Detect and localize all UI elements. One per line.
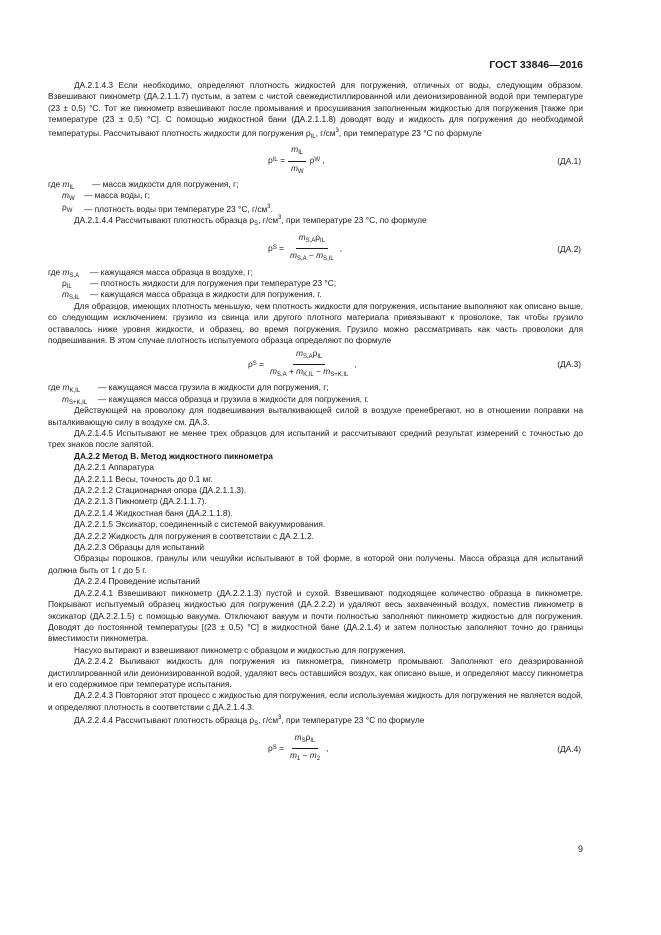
paragraph-2-1-4-5: ДА.2.1.4.5 Испытывают не менее трех образцов для испытаний и рассчитывают средний результат измерений с точностью до трех знаков после запятой. [48,428,583,450]
formula-da3: ρ S = $\frac{m_{S,A}\rho_{IL}}{m_{S,A} + m_{K,IL} - m_{S+K,IL}}$ , (ДА.3) [48,350,583,378]
where-item: $m_{S,IL}$ — кажущаяся масса образца в жидкости для погружения, г. [62,289,322,302]
where-item: $m_{S+K,IL}$ — кажущаяся масса образца и грузила в жидкости для погружения, г. [62,393,369,406]
list-item: ДА.2.2.1.5 Эксикатор, соединенный с системой вакуумирования. [74,519,326,530]
paragraph-buoyancy-note: Действующей на проволоку для подвешивания выталкивающей силой в воздухе пренебрегают, но в отношении поправки на выталкивающую силу в воздухе см. ДА.3. [48,405,583,427]
list-item: ДА.2.2.1.3 Пикнометр (ДА.2.1.1.7). [74,496,207,507]
formula-da2: ρ S = $\frac{m_{S,A}\rho_{IL}}{m_{S,A} - m_{S,IL}}$ , (ДА.2) [48,235,583,263]
fraction: $\frac{m_{IL}}{m_W}$ [288,144,307,178]
where-item: где $m_{S,A}$ — кажущаяся масса образца в воздухе, г; [48,266,253,279]
paragraph-2-1-4-3: ДА.2.1.4.3 Если необходимо, определяют плотность жидкостей для погружения, отличных от воды, следующим образом. Взвешивают пикнометр (ДА.2.1.1.7) пустым, а затем с чистой свежедистиллированной или деионизированной водой при температуре (23 ± 0,5) °С. Тот же пикнометр взвешивают после промывания и просушивания заполненным жидкостью для погружения [также при температуре (23 ± 0,5) °С]. С помощью жидкостной бани (ДА.2.1.1.8) доводят воду и жидкость для погружения до необходимой температуры. Рассчитывают плотность жидкости для погружения $\rho_{IL}$, $г/см^3$, при температуре 23 °С по формуле [48,80,583,140]
fraction: $\frac{m_S\rho_{IL}}{m_1 - m_2}$ [289,731,321,763]
where-item: $\rho_W$ — плотность воды при температуре 23 °С, $г/см^3$. [62,201,273,214]
where-item: $\rho_{IL}$ — плотность жидкости для погружения при температуре 23 °С; [62,278,337,290]
equation-number: (ДА.1) [557,156,581,167]
formula-da4: ρ S = $\frac{m_S\rho_{IL}}{m_1 - m_2}$ , (ДА.4) [48,735,583,763]
list-item: ДА.2.2.1 Аппаратура [74,462,155,473]
paragraph-2-1-4-4: ДА.2.1.4.4 Рассчитывают плотность образца $\rho_S$, $г/см^3$, при температуре 23 °С, по формуле [74,215,427,228]
paragraph-samples: Образцы порошков, гранулы или чешуйки испытывают в той форме, в которой они получены. Масса образца для испытаний должна быть от 1 г до 5 г. [48,553,583,575]
fraction: $\frac{m_{S,A}\rho_{IL}}{m_{S,A} - m_{S,IL}}$ [289,231,334,263]
paragraph-2-2-4-2: ДА.2.2.4.2 Выливают жидкость для погружения из пикнометра, пикнометр промывают. Заполняют его деаэрированной дистиллированной или деионизированной водой, удаляют весь оставшийся воздух, как описано выше, и определяют массу пикнометра и его содержимое при температуре испытания. [48,656,583,689]
equation-number: (ДА.3) [557,359,581,370]
where-item: где $m_{IL}$ — масса жидкости для погружения, г; [48,179,239,192]
equation-number: (ДА.4) [557,743,581,754]
document-standard-code: ГОСТ 33846—2016 [489,59,583,71]
formula-da1: ρ IL = $\frac{m_{IL}}{m_W}$ ρ W , (ДА.1) [48,147,583,175]
list-item: ДА.2.2.3 Образцы для испытаний [74,542,205,553]
paragraph-2-2-4-4: ДА.2.2.4.4 Рассчитывают плотность образца $\rho_S$, $г/см^3$, при температуре 23 °С по формуле [74,715,425,728]
paragraph-light-samples: Для образцов, имеющих плотность меньшую, чем плотность жидкости для погружения, испытание выполняют как описано выше, со следующим исключением: грузило из свинца или другого плотного материала привязывают к проволоке, так чтобы грузило оставалось ниже уровня жидкости, и образец, во время погружения. Грузило можно рассматривать как часть проволоки для подвешивания. В этом случае плотность испытуемого образца определяют по формуле [48,300,583,345]
paragraph-wipe-weigh: Насухо вытирают и взвешивают пикнометр с образцом и жидкостью для погружения. [74,644,406,655]
equation-number: (ДА.2) [557,243,581,254]
where-item: где $m_{K,IL}$ — кажущаяся масса грузила в жидкости для погружения, г; [48,382,329,395]
subsection-heading-procedure: ДА.2.2.4 Проведение испытаний [74,576,200,587]
where-list-2 [48,267,583,301]
paragraph-2-2-4-3: ДА.2.2.4.3 Повторяют этот процесс с жидкостью для погружения, если используемая жидкость для погружения не является водой, и определяют плотность в соответствии с ДА.2.1.4.3. [48,690,583,712]
document-body [48,80,583,767]
list-item: ДА.2.2.1.2 Стационарная опора (ДА.2.1.1.3). [74,485,247,496]
where-list-1 [48,179,583,213]
page-number: 9 [577,844,583,854]
list-item: ДА.2.2.1.1 Весы, точность до 0.1 мг. [74,473,213,484]
where-item: $m_W$ — масса воды, г; [62,190,151,203]
list-item: ДА.2.2.2 Жидкость для погружения в соответствии с ДА.2.1.2. [74,530,314,541]
section-heading-method-b: ДА.2.2 Метод В. Метод жидкостного пикнометра [74,450,273,461]
list-item: ДА.2.2.1.4 Жидкостная баня (ДА.2.1.1.8). [74,507,233,518]
paragraph-2-2-4-1: ДА.2.2.4.1 Взвешивают пикнометр (ДА.2.2.1.3) пустой и сухой. Взвешивают подходящее количество образца в пикнометре. Покрывают испытуемый образец жидкостью для погружения (ДА.2.2.2) и удаляют весь захваченный воздух, поместив пикнометр в эксикатор (ДА.2.2.1.5) с помощью вакуума. Отключают вакуум и почти полностью заполняют пикнометр жидкостью для погружения. Доводят до постоянной температуры [(23 ± 0,5) °С] в жидкостной бане (ДА.2.1.4) и затем полностью заполняют точно до границы вместимости пикнометра. [48,587,583,644]
fraction: $\frac{m_{S,A}\rho_{IL}}{m_{S,A} + m_{K,IL} - m_{S+K,IL}}$ [269,347,349,378]
where-list-3 [48,382,583,405]
